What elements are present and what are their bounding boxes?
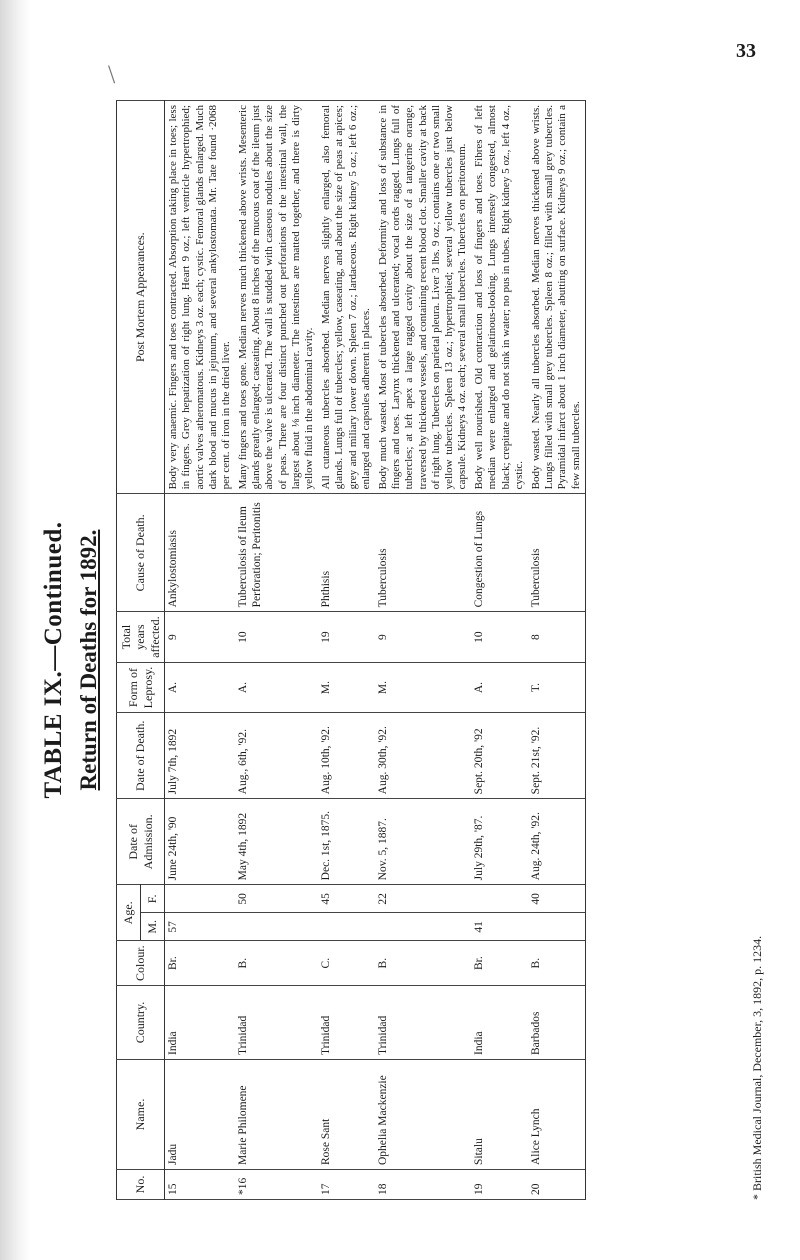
cell-form: M. xyxy=(318,662,375,713)
header-row xyxy=(117,101,141,1200)
cell-age-m: 57 xyxy=(165,913,235,941)
footnote: * British Medical Journal, December, 3, 1892, p. 1234. xyxy=(750,935,764,1200)
header-admission: Date of Admission. xyxy=(117,799,165,885)
cell-form: M. xyxy=(375,662,471,713)
cell-country: Barbados xyxy=(528,986,585,1060)
pencil-mark: \ xyxy=(108,60,116,89)
cell-death: July 7th, 1892 xyxy=(165,713,235,799)
cell-colour: C. xyxy=(318,941,375,986)
cell-years: 19 xyxy=(318,612,375,662)
cell-cause: Congestion of Lungs xyxy=(471,494,528,612)
cell-name: Ophelia Mackenzie xyxy=(375,1060,471,1170)
table-title: TABLE IX.—Continued. xyxy=(40,521,67,799)
cell-age-m: 41 xyxy=(471,913,528,941)
cell-death: Aug. 30th, '92. xyxy=(375,713,471,799)
table-row xyxy=(235,101,318,1200)
header-colour: Colour. xyxy=(117,941,165,986)
cell-no: 18 xyxy=(375,1170,471,1200)
cell-name: Rose Sant xyxy=(318,1060,375,1170)
cell-years: 8 xyxy=(528,612,585,662)
cell-admission: June 24th, '90 xyxy=(165,799,235,885)
cell-postmortem: Body wasted. Nearly all tubercles absorbed. Median nerves thickened above wrists. Lungs filled with small grey tubercles. Spleen 8 oz.; filled with small grey tubercles. Pyramidal infarct about 1 inch diameter, abutting on surface. Kidneys 9 oz.; contain a few small tubercles. xyxy=(528,101,585,494)
header-age-m: M. xyxy=(141,913,165,941)
table-row xyxy=(375,101,471,1200)
cell-no: 17 xyxy=(318,1170,375,1200)
cell-death: Aug. 10th, '92. xyxy=(318,713,375,799)
cell-age-m xyxy=(235,913,318,941)
cell-form: T. xyxy=(528,662,585,713)
cell-name: Jadu xyxy=(165,1060,235,1170)
cell-no: 20 xyxy=(528,1170,585,1200)
cell-age-f: 50 xyxy=(235,885,318,913)
cell-age-m xyxy=(318,913,375,941)
header-age-f: F. xyxy=(141,885,165,913)
header-death: Date of Death. xyxy=(117,713,165,799)
header-form: Form of Leprosy. xyxy=(117,662,165,713)
cell-age-f xyxy=(471,885,528,913)
header-no: No. xyxy=(117,1170,165,1200)
cell-no: *16 xyxy=(235,1170,318,1200)
cell-cause: Tuberculosis xyxy=(375,494,471,612)
cell-no: 19 xyxy=(471,1170,528,1200)
cell-postmortem: Body well nourished. Old contraction and loss of fingers and toes. Fibres of left median were enlarged and gelatinous-looking. Lungs intensely congested, almost black; crepitate and do not sink in water; no pus in tubes. Right kidney 5 oz., left 4 oz., cystic. xyxy=(471,101,528,494)
cell-postmortem: Many fingers and toes gone. Median nerves much thickened above wrists. Mesenteric glands greatly enlarged; caseating. About 8 inches of the mucous coat of the ileum just above the valve is ulcerated. The wall is studded with caseous nodules about the size of peas. There are four distinct punched out perforations of the intestinal wall, the largest about ⅛ inch diameter. The intestines are matted together, and there is dirty yellow fluid in the abdominal cavity. xyxy=(235,101,318,494)
cell-name: Sitalu xyxy=(471,1060,528,1170)
header-cause: Cause of Death. xyxy=(117,494,165,612)
cell-country: India xyxy=(165,986,235,1060)
cell-colour: B. xyxy=(235,941,318,986)
header-years: Total years affected. xyxy=(117,612,165,662)
cell-form: A. xyxy=(165,662,235,713)
cell-colour: B. xyxy=(375,941,471,986)
cell-death: Aug., 6th, '92. xyxy=(235,713,318,799)
page-number: 33 xyxy=(736,40,756,62)
header-country: Country. xyxy=(117,986,165,1060)
cell-postmortem: Body much wasted. Most of tubercles absorbed. Deformity and loss of substance in fingers and toes. Larynx thickened and ulcerated; vocal cords ragged. Lungs full of tubercles; at left apex a large ragged cavity about the size of a tangerine orange, traversed by thickened vessels, and containing recent blood clot. Smaller cavity at back of right lung. Tubercles on parietal pleura. Liver 3 lbs. 9 oz.; contains one or two small yellow tubercles. Spleen 13 oz.; hypertrophied; several yellow tubercles just below capsule. Kidneys 4 oz. each; several small tubercles. Tubercles on peritoneum. xyxy=(375,101,471,494)
header-postmortem: Post Mortem Appearances. xyxy=(117,101,165,494)
header-age: Age. xyxy=(117,885,141,941)
cell-form: A. xyxy=(235,662,318,713)
cell-admission: Nov. 5, 1887. xyxy=(375,799,471,885)
cell-death: Sept. 20th, '92 xyxy=(471,713,528,799)
cell-age-m xyxy=(375,913,471,941)
cell-age-f: 45 xyxy=(318,885,375,913)
cell-name: Alice Lynch xyxy=(528,1060,585,1170)
cell-colour: Br. xyxy=(471,941,528,986)
cell-country: Trinidad xyxy=(235,986,318,1060)
table-row xyxy=(528,101,585,1200)
cell-form: A. xyxy=(471,662,528,713)
cell-country: India xyxy=(471,986,528,1060)
cell-country: Trinidad xyxy=(375,986,471,1060)
cell-colour: B. xyxy=(528,941,585,986)
cell-admission: July 29th, '87. xyxy=(471,799,528,885)
table-row xyxy=(165,101,235,1200)
cell-admission: Aug. 24th, '92. xyxy=(528,799,585,885)
cell-age-m xyxy=(528,913,585,941)
cell-no: 15 xyxy=(165,1170,235,1200)
cell-country: Trinidad xyxy=(318,986,375,1060)
cell-colour: Br. xyxy=(165,941,235,986)
cell-years: 9 xyxy=(375,612,471,662)
cell-cause: Phthisis xyxy=(318,494,375,612)
table-row xyxy=(471,101,528,1200)
cell-admission: May 4th, 1892 xyxy=(235,799,318,885)
cell-admission: Dec. 1st, 1875. xyxy=(318,799,375,885)
cell-postmortem: All cutaneous tubercles absorbed. Median nerves slightly enlarged, also femoral glands. Lungs full of tubercles; yellow, caseating, and about the size of peas at apices; grey and miliary lower down. Spleen 7 oz.; lardaceous. Right kidney 5 oz.; left 6 oz.; enlarged and capsules adherent in places. xyxy=(318,101,375,494)
cell-age-f: 22 xyxy=(375,885,471,913)
cell-cause: Tuberculosis xyxy=(528,494,585,612)
cell-cause: Ankylostomiasis xyxy=(165,494,235,612)
cell-years: 9 xyxy=(165,612,235,662)
cell-age-f xyxy=(165,885,235,913)
cell-years: 10 xyxy=(471,612,528,662)
header-name: Name. xyxy=(117,1060,165,1170)
cell-name: Marie Philomene xyxy=(235,1060,318,1170)
table-row xyxy=(318,101,375,1200)
cell-postmortem: Body very anaemic. Fingers and toes contracted. Absorption taking place in toes; less in fingers. Grey hepatization of right lung. Heart 9 oz.; left ventricle hypertrophied; aortic valves atheromatous. Kidneys 3 oz. each; cystic. Femoral glands enlarged. Much dark blood and mucus in jejunum, and several ankylostomata. Mr. Tate found ·2068 per cent. of iron in the dried liver. xyxy=(165,101,235,494)
deaths-table xyxy=(116,100,586,1200)
cell-years: 10 xyxy=(235,612,318,662)
cell-cause: Tuberculosis of Ileum Perforation; Peritonitis xyxy=(235,494,318,612)
cell-age-f: 40 xyxy=(528,885,585,913)
rotated-page-content xyxy=(24,80,784,1240)
table-subtitle: Return of Deaths for 1892. xyxy=(76,529,101,791)
cell-death: Sept. 21st, '92. xyxy=(528,713,585,799)
